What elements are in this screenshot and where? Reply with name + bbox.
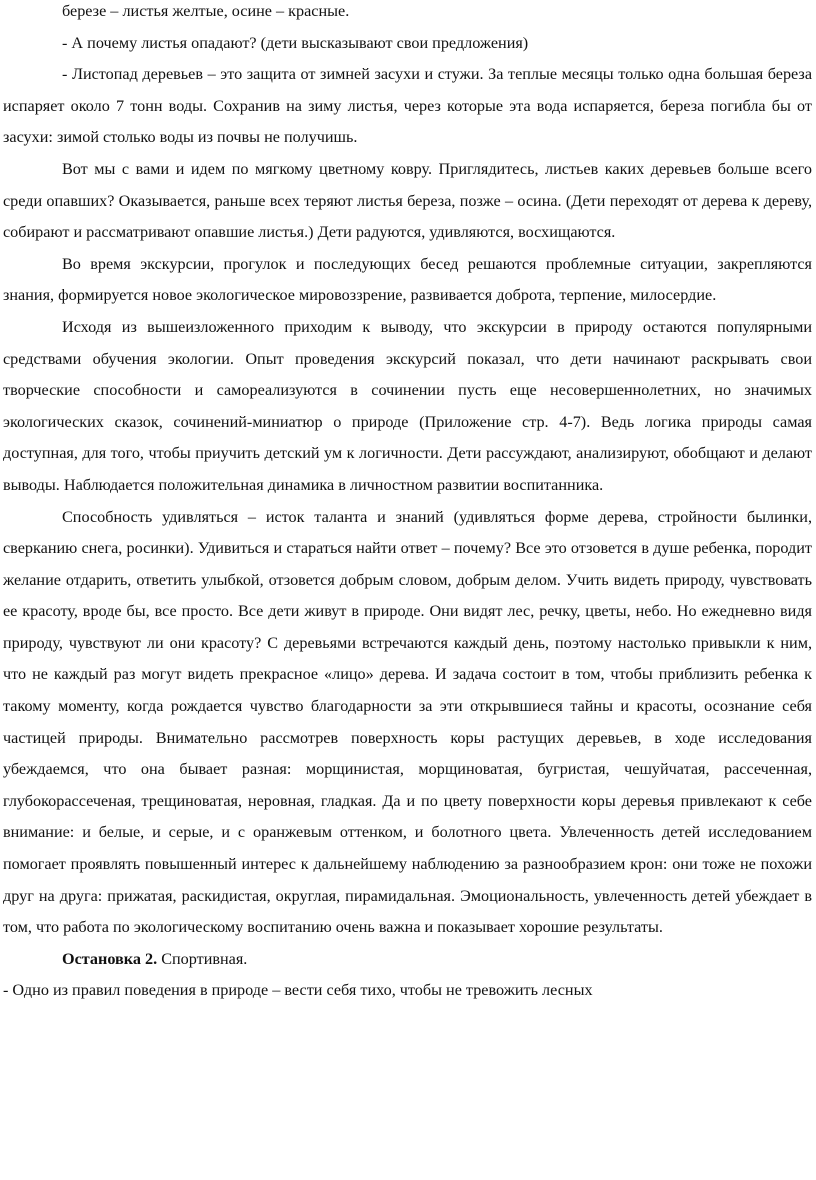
- paragraph-question-why-leaves-fall: - А почему листья опадают? (дети высказывают свои предложения): [62, 33, 529, 52]
- paragraph-leaf-fall-explanation: - Листопад деревьев – это защита от зимней засухи и стужи. За теплые месяцы только одна большая береза испаряет около 7 тонн воды. Сохранив на зиму листья, через которые эта вода испаряется, береза погибла бы от засухи: зимой столько воды из почвы не получишь.: [3, 65, 812, 147]
- stop-heading-text: Спортивная.: [161, 949, 248, 968]
- stop-heading-label: Остановка 2.: [62, 949, 158, 968]
- paragraph-ability-to-wonder: Способность удивляться – исток таланта и знаний (удивляться форме дерева, стройности былинки, сверканию снега, росинки). Удивиться и стараться найти ответ – почему? Все это отзовется в душе ребенка, породит желание отдарить, ответить улыбкой, отзовется добрым словом, добрым делом. Учить видеть природу, чувствовать ее красоту, вроде бы, все просто. Все дети живут в природе. Они видят лес, речку, цветы, небо. Но ежедневно видя природу, чувствуют ли они красоту? С деревьями встречаются каждый день, поэтому настолько привыкли к ним, что не каждый раз могут видеть прекрасное «лицо» дерева. И задача состоит в том, чтобы приблизить ребенка к такому моменту, когда рождается чувство благодарности за эти открывшиеся тайны и красоты, осознание себя частицей природы. Внимательно рассмотрев поверхность коры растущих деревьев, в ходе исследования убеждаемся, что она бывает разная: морщинистая, морщиноватая, бугристая, чешуйчатая, рассеченная, глубокорассеченая, трещиноватая, неровная, гладкая. Да и по цвету поверхности коры деревья привлекают к себе внимание: и белые, и серые, и с оранжевым оттенком, и болотного цвета. Увлеченность детей исследованием помогает проявлять повышенный интерес к дальнейшему наблюдению за разнообразием крон: они тоже не похожи друг на друга: прижатая, раскидистая, округлая, пирамидальная. Эмоциональность, увлеченность детей убеждает в том, что работа по экологическому воспитанию очень важна и показывает хорошие результаты.: [3, 507, 812, 937]
- paragraph-color-of-leaves: березе – листья желтые, осине – красные.: [62, 2, 350, 20]
- paragraph-soft-carpet: Вот мы с вами и идем по мягкому цветному ковру. Приглядитесь, листьев каких деревьев больше всего среди опавших? Оказывается, раньше всех теряют листья береза, позже – осина. (Дети переходят от дерева к дереву, собирают и рассматривают опавшие листья.) Дети радуются, удивляются, восхищаются.: [3, 159, 812, 242]
- paragraph-rule-of-behavior: - Одно из правил поведения в природе – вести себя тихо, чтобы не тревожить лесных: [3, 981, 593, 1000]
- paragraph-conclusion: Исходя из вышеизложенного приходим к выводу, что экскурсии в природу остаются популярными средствами обучения экологии. Опыт проведения экскурсий показал, что дети начинают раскрывать свои творческие способности и самореализуются в сочинении пусть еще несовершеннолетних, но значимых экологических сказок, сочинений-миниатюр о природе (Приложение стр. 4-7). Ведь логика природы самая доступная, для того, чтобы приучить детский ум к логичности. Дети рассуждают, анализируют, обобщают и делают выводы. Наблюдается положительная динамика в личностном развитии воспитанника.: [3, 317, 812, 494]
- stop-heading: [3, 944, 812, 976]
- paragraph-excursion-outcomes: Во время экскурсии, прогулок и последующих бесед решаются проблемные ситуации, закрепляются знания, формируется новое экологическое мировоззрение, развивается доброта, терпение, милосердие.: [3, 254, 812, 305]
